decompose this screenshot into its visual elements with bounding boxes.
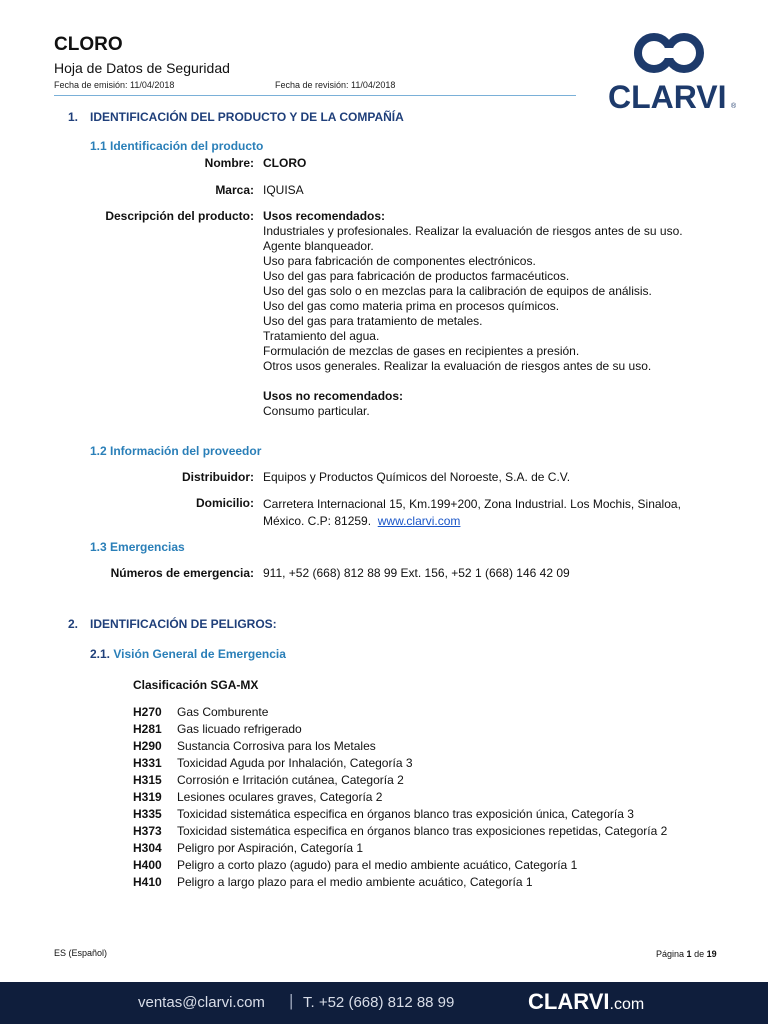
brand-value: IQUISA [263, 183, 304, 197]
revision-date: Fecha de revisión: 11/04/2018 [275, 80, 396, 90]
emergency-value: 911, +52 (668) 812 88 99 Ext. 156, +52 1 (668) 146 42 09 [263, 566, 570, 580]
footer-pagination [656, 949, 717, 959]
recommended-uses-title: Usos recomendados: [263, 209, 386, 223]
list-item: Uso del gas solo o en mezclas para la calibración de equipos de análisis. [263, 284, 652, 298]
recommended-uses-list [263, 224, 733, 374]
distributor-value: Equipos y Productos Químicos del Noroeste, S.A. de C.V. [263, 470, 571, 484]
hazard-list [133, 704, 697, 891]
bottom-bar-brand: CLARVI [528, 989, 610, 1014]
hazard-description: Peligro a largo plazo para el medio ambiente acuático, Categoría 1 [177, 875, 533, 889]
hazard-description: Toxicidad sistemática especifica en órganos blanco tras exposiciones repetidas, Categoría 2 [177, 824, 668, 838]
page-total: 19 [706, 949, 717, 959]
document-dates [54, 80, 395, 90]
section-2-title: IDENTIFICACIÓN DE PELIGROS: [90, 617, 277, 631]
hazard-item [133, 704, 697, 721]
distributor-label: Distribuidor: [182, 470, 254, 484]
website-link[interactable]: www.clarvi.com [377, 514, 461, 528]
hazard-item [133, 857, 697, 874]
hazard-description: Gas Comburente [177, 705, 269, 719]
hazard-item [133, 874, 697, 891]
contact-phone: T. +52 (668) 812 88 99 [303, 994, 455, 1011]
hazard-description: Sustancia Corrosiva para los Metales [177, 739, 376, 753]
hazard-description: Toxicidad Aguda por Inhalación, Categoría 3 [177, 756, 413, 770]
section-1-heading [68, 110, 404, 124]
page-word: Página [656, 949, 685, 959]
list-item: Agente blanqueador. [263, 239, 374, 253]
list-item: Otros usos generales. Realizar la evaluación de riesgos antes de su uso. [263, 359, 652, 373]
address-line-2-text: México. C.P: 81259. [263, 514, 372, 528]
hazard-code: H373 [133, 824, 162, 838]
classification-title: Clasificación SGA-MX [133, 678, 259, 692]
hazard-item [133, 755, 697, 772]
contact-separator: | [289, 991, 294, 1010]
subsection-1-2-title: 1.2 Información del proveedor [90, 444, 262, 458]
list-item: Formulación de mezclas de gases en recipientes a presión. [263, 344, 580, 358]
subsection-2-1-title [90, 647, 286, 661]
hazard-description: Toxicidad sistemática especifica en órganos blanco tras exposición única, Categoría 3 [177, 807, 634, 821]
hazard-code: H290 [133, 739, 162, 753]
document-title: CLORO [54, 34, 123, 55]
clarvi-logo [606, 30, 736, 116]
page-number: 1 [686, 949, 692, 959]
document-subtitle: Hoja de Datos de Seguridad [54, 60, 230, 76]
hazard-code: H331 [133, 756, 162, 770]
hazard-item [133, 721, 697, 738]
name-value: CLORO [263, 156, 307, 170]
header-divider [54, 95, 576, 96]
contact-email[interactable]: ventas@clarvi.com [138, 994, 265, 1011]
logo-registered-mark: ® [731, 103, 736, 110]
section-1-number: 1. [68, 110, 79, 124]
logo-text: CLARVI [608, 79, 727, 115]
hazard-code: H410 [133, 875, 162, 889]
issue-date: Fecha de emisión: 11/04/2018 [54, 80, 175, 90]
list-item: Tratamiento del agua. [263, 329, 380, 343]
section-1-title: IDENTIFICACIÓN DEL PRODUCTO Y DE LA COMPAÑÍA [90, 110, 404, 124]
address-label: Domicilio: [195, 496, 254, 510]
brand-label: Marca: [215, 183, 254, 197]
description-value [263, 209, 733, 419]
name-label: Nombre: [204, 156, 254, 170]
list-item: Industriales y profesionales. Realizar la evaluación de riesgos antes de su uso. [263, 224, 683, 238]
clarvi-logo-icon [606, 30, 736, 116]
hazard-description: Corrosión e Irritación cutánea, Categoría 2 [177, 773, 404, 787]
footer-language: ES (Español) [54, 948, 108, 958]
not-recommended-uses-title: Usos no recomendados: [263, 389, 404, 403]
emergency-label: Números de emergencia: [110, 566, 254, 580]
hazard-code: H319 [133, 790, 162, 804]
description-label: Descripción del producto: [105, 209, 254, 223]
hazard-description: Peligro por Aspiración, Categoría 1 [177, 841, 364, 855]
hazard-code: H270 [133, 705, 162, 719]
hazard-description: Gas licuado refrigerado [177, 722, 302, 736]
hazard-item [133, 789, 697, 806]
list-item: Uso para fabricación de componentes electrónicos. [263, 254, 536, 268]
hazard-item [133, 806, 697, 823]
subsection-2-1-number: 2.1. [90, 647, 111, 661]
address-value [263, 496, 733, 530]
hazard-code: H304 [133, 841, 162, 855]
hazard-item [133, 772, 697, 789]
list-item: Uso del gas como materia prima en procesos químicos. [263, 299, 560, 313]
subsection-2-1-text: Visión General de Emergencia [113, 647, 286, 661]
hazard-item [133, 738, 697, 755]
hazard-item [133, 823, 697, 840]
subsection-1-3-title: 1.3 Emergencias [90, 540, 185, 554]
hazard-description: Lesiones oculares graves, Categoría 2 [177, 790, 383, 804]
hazard-code: H335 [133, 807, 162, 821]
hazard-description: Peligro a corto plazo (agudo) para el medio ambiente acuático, Categoría 1 [177, 858, 578, 872]
address-line-1: Carretera Internacional 15, Km.199+200, Zona Industrial. Los Mochis, Sinaloa, [263, 497, 681, 511]
list-item: Uso del gas para tratamiento de metales. [263, 314, 483, 328]
page-of: de [694, 949, 705, 959]
not-recommended-uses-value: Consumo particular. [263, 404, 370, 418]
section-2-heading [68, 617, 277, 631]
bottom-bar-brand-suffix: .com [609, 996, 645, 1013]
hazard-item [133, 840, 697, 857]
hazard-code: H400 [133, 858, 162, 872]
section-2-number: 2. [68, 617, 79, 631]
subsection-1-1-title: 1.1 Identificación del producto [90, 139, 264, 153]
bottom-bar-logo [528, 989, 644, 1015]
address-line-2 [263, 513, 733, 530]
hazard-code: H281 [133, 722, 162, 736]
list-item: Uso del gas para fabricación de productos farmacéuticos. [263, 269, 570, 283]
hazard-code: H315 [133, 773, 162, 787]
